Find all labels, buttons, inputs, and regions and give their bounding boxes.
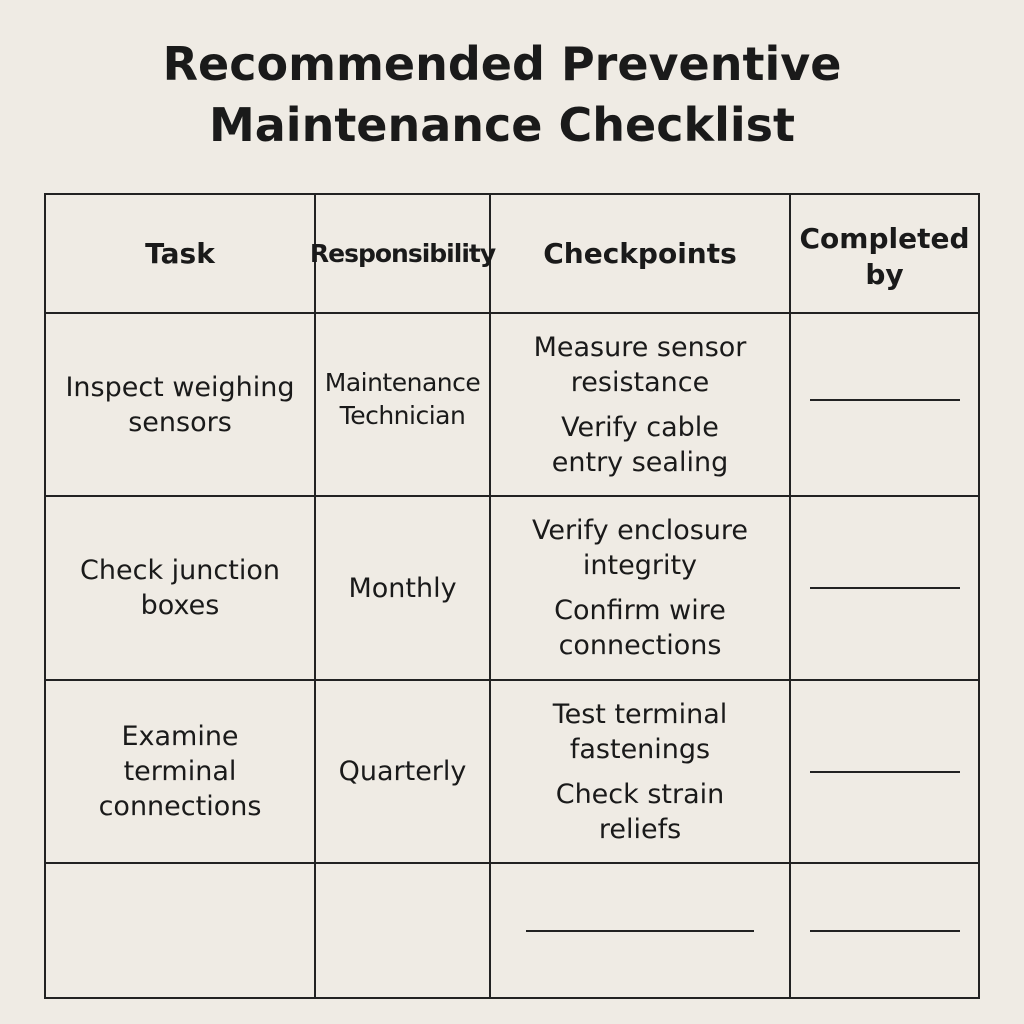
header-responsibility <box>309 195 496 314</box>
header-completed-by-line-1: Completed <box>799 222 970 255</box>
table-row-2-checkpoints <box>491 497 791 681</box>
checkpoint-text-line: Measure sensor <box>533 331 747 363</box>
table-row-3-completed-by <box>791 681 978 864</box>
task-text-line: Inspect weighing <box>65 371 295 403</box>
task-text-line: connections <box>98 791 262 822</box>
table-row-2-task <box>46 497 316 681</box>
checkpoint-text-line: integrity <box>582 550 698 581</box>
table-row-1-responsibility <box>316 314 491 497</box>
table-row-4-responsibility[interactable] <box>316 864 491 997</box>
checkpoint-text-line: Test terminal <box>552 698 728 730</box>
task-text-line: Examine <box>121 721 239 752</box>
responsibility-text-line: Technician <box>339 400 466 430</box>
table-row-3-task <box>46 681 316 864</box>
responsibility-text-line: Monthly <box>348 572 457 604</box>
checkpoint-text-line: Check strain <box>555 778 725 810</box>
page-title-line-1: Recommended Preventive <box>162 37 842 91</box>
checkpoint-item <box>553 697 728 767</box>
responsibility-text-line: Quarterly <box>338 756 467 787</box>
checkpoint-entry-line[interactable] <box>526 930 754 932</box>
signature-line[interactable] <box>810 399 960 401</box>
signature-line[interactable] <box>810 587 960 589</box>
header-responsibility-label: Responsibility <box>309 238 496 268</box>
checkpoint-item <box>554 593 726 663</box>
checkpoint-text-line: fastenings <box>569 733 711 765</box>
header-checkpoints <box>491 195 791 314</box>
header-task <box>46 195 316 314</box>
checkpoint-text-line: connections <box>558 630 722 661</box>
table-row-1-task <box>46 314 316 497</box>
signature-line[interactable] <box>810 771 960 773</box>
table-row-4-checkpoints <box>491 864 791 997</box>
checkpoint-item <box>532 513 748 583</box>
table-row-3-checkpoints <box>491 681 791 864</box>
task-text-line: terminal <box>123 756 237 787</box>
table-row-2-completed-by <box>791 497 978 681</box>
checkpoint-item <box>552 410 728 480</box>
table-row-4-task[interactable] <box>46 864 316 997</box>
checklist-table <box>44 193 980 999</box>
header-completed-by-line-2: by <box>865 258 904 291</box>
table-row-4-completed-by <box>791 864 978 997</box>
table-row-1-completed-by <box>791 314 978 497</box>
checkpoint-text-line: Verify cable <box>561 411 719 443</box>
checkpoint-text-line: Confirm wire <box>554 595 726 626</box>
page-title-line-2: Maintenance Checklist <box>208 98 795 152</box>
task-text-line: sensors <box>128 406 232 438</box>
checkpoint-item <box>534 330 747 400</box>
checkpoint-text-line: Verify enclosure <box>531 515 749 546</box>
checkpoint-item <box>556 777 725 847</box>
table-row-1-checkpoints <box>491 314 791 497</box>
page-title <box>0 34 1004 156</box>
checkpoint-text-line: entry sealing <box>551 446 729 478</box>
task-text-line: Check junction <box>80 555 280 586</box>
responsibility-text-line: Maintenance <box>324 367 481 397</box>
table-row-2-responsibility <box>316 497 491 681</box>
header-completed-by <box>791 195 978 314</box>
checkpoint-text-line: reliefs <box>598 813 682 845</box>
header-checkpoints-label: Checkpoints <box>543 236 737 270</box>
signature-line[interactable] <box>810 930 960 932</box>
checkpoint-text-line: resistance <box>570 366 710 398</box>
header-task-label: Task <box>145 236 215 270</box>
table-row-3-responsibility <box>316 681 491 864</box>
task-text-line: boxes <box>140 590 220 621</box>
